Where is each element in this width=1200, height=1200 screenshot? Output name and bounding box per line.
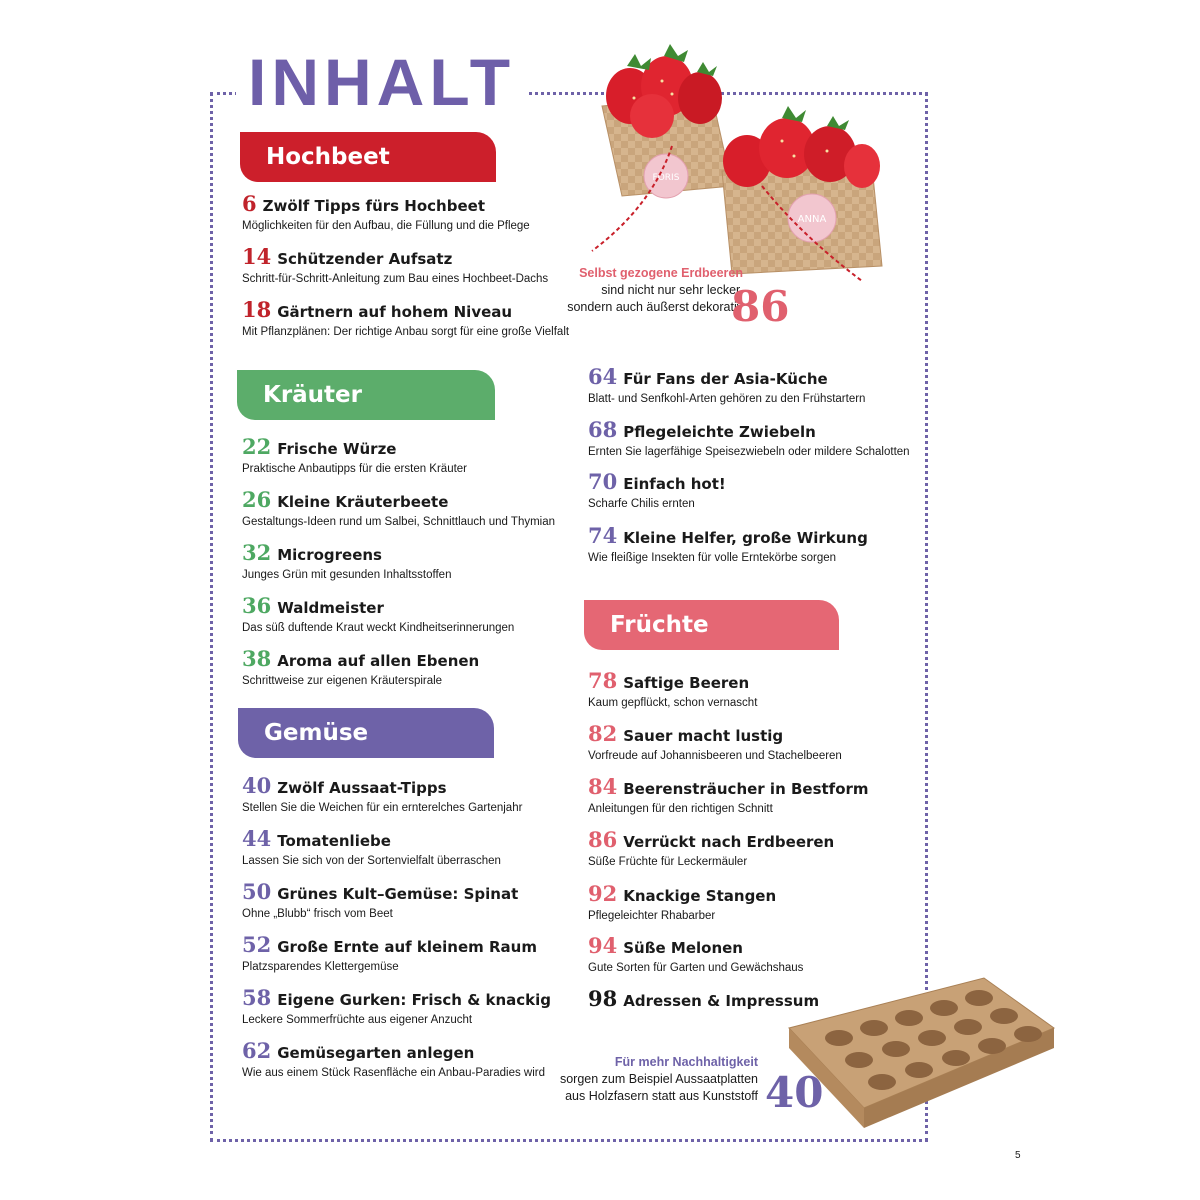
toc-entry[interactable] xyxy=(242,436,582,477)
toc-entry[interactable] xyxy=(242,595,582,636)
entry-subtitle: Schritt-für-Schritt-Anleitung zum Bau eines Hochbeet-Dachs xyxy=(242,273,549,285)
caption-text: sind nicht nur sehr lecker, sondern auch äußerst dekorativ xyxy=(567,283,743,314)
entry-page-number: 94 xyxy=(588,933,618,958)
toc-entry[interactable] xyxy=(588,776,928,817)
tag-label: FORIS xyxy=(652,173,680,183)
toc-entry[interactable] xyxy=(588,471,928,512)
toc-entry[interactable] xyxy=(242,299,582,340)
entry-subtitle: Wie aus einem Stück Rasenfläche ein Anbau-Paradies wird xyxy=(242,1067,545,1079)
entry-subtitle: Stellen Sie die Weichen für ein ernterelches Gartenjahr xyxy=(242,802,523,814)
entry-page-number: 22 xyxy=(242,434,272,459)
caption-text: sorgen zum Beispiel Aussaatplatten aus Holzfasern statt aus Kunststoff xyxy=(559,1072,758,1103)
entry-title: Große Ernte auf kleinem Raum xyxy=(277,938,537,956)
section-banner-hochbeet: Hochbeet xyxy=(240,132,496,182)
entry-title: Schützender Aufsatz xyxy=(277,250,453,268)
entry-subtitle: Gestaltungs-Ideen rund um Salbei, Schnittlauch und Thymian xyxy=(242,516,556,528)
entry-subtitle: Blatt- und Senfkohl-Arten gehören zu den Frühstartern xyxy=(588,393,866,405)
entry-page-number: 64 xyxy=(588,364,618,389)
entry-page-number: 78 xyxy=(588,668,618,693)
entry-page-number: 86 xyxy=(588,827,618,852)
toc-entry[interactable] xyxy=(242,1040,582,1081)
tag-label: ANNA xyxy=(797,214,827,225)
entry-title: Für Fans der Asia-Küche xyxy=(623,370,828,388)
toc-entry[interactable] xyxy=(242,934,582,975)
caption-page-number[interactable]: 86 xyxy=(731,282,790,331)
caption-highlight: Selbst gezogene Erdbeeren xyxy=(579,266,743,280)
entry-title: Sauer macht lustig xyxy=(623,727,784,745)
entry-subtitle: Lassen Sie sich von der Sortenvielfalt überraschen xyxy=(242,855,501,867)
tray-caption xyxy=(548,1054,758,1105)
section-banner-fruechte: Früchte xyxy=(584,600,839,650)
toc-entry[interactable] xyxy=(242,246,582,287)
entry-subtitle: Pflegeleichter Rhabarber xyxy=(588,910,716,922)
entry-title: Adressen & Impressum xyxy=(623,992,820,1010)
entry-title: Verrückt nach Erdbeeren xyxy=(623,833,835,851)
entry-subtitle: Wie fleißige Insekten für volle Erntekörbe sorgen xyxy=(588,552,837,564)
entry-title: Pflegeleichte Zwiebeln xyxy=(623,423,816,441)
entry-title: Eigene Gurken: Frisch & knackig xyxy=(277,991,552,1009)
toc-entry[interactable] xyxy=(242,828,582,869)
entry-subtitle: Anleitungen für den richtigen Schnitt xyxy=(588,803,773,815)
entry-page-number: 52 xyxy=(242,932,272,957)
page-title: INHALT xyxy=(236,42,527,122)
entry-page-number: 68 xyxy=(588,417,618,442)
strawberry-baskets-image xyxy=(572,36,902,288)
entry-page-number: 92 xyxy=(588,881,618,906)
entry-page-number: 84 xyxy=(588,774,618,799)
entry-subtitle: Ohne „Blubb“ frisch vom Beet xyxy=(242,908,393,920)
toc-entry[interactable] xyxy=(588,525,928,566)
entry-title: Zwölf Aussaat-Tipps xyxy=(277,779,447,797)
entry-page-number: 14 xyxy=(242,244,272,269)
entry-subtitle: Junges Grün mit gesunden Inhaltsstoffen xyxy=(242,569,452,581)
entry-title: Saftige Beeren xyxy=(623,674,750,692)
entry-title: Süße Melonen xyxy=(623,939,743,957)
toc-entry[interactable] xyxy=(588,670,928,711)
entry-title: Tomatenliebe xyxy=(277,832,391,850)
toc-entry[interactable] xyxy=(242,193,582,234)
entry-subtitle: Kaum gepflückt, schon vernascht xyxy=(588,697,758,709)
toc-entry[interactable] xyxy=(242,489,582,530)
toc-entry[interactable] xyxy=(588,366,928,407)
entry-page-number: 50 xyxy=(242,879,272,904)
caption-page-number[interactable]: 40 xyxy=(765,1068,824,1117)
entry-title: Beerensträucher in Bestform xyxy=(623,780,869,798)
section-banner-gemuese: Gemüse xyxy=(238,708,494,758)
entry-title: Frische Würze xyxy=(277,440,397,458)
entry-page-number: 62 xyxy=(242,1038,272,1063)
entry-page-number: 32 xyxy=(242,540,272,565)
seed-tray-image xyxy=(784,968,1064,1133)
entry-page-number: 74 xyxy=(588,523,618,548)
entry-subtitle: Mit Pflanzplänen: Der richtige Anbau sorgt für eine große Vielfalt xyxy=(242,326,570,338)
section-banner-kraeuter: Kräuter xyxy=(237,370,495,420)
entry-page-number: 82 xyxy=(588,721,618,746)
toc-entry[interactable] xyxy=(242,987,582,1028)
entry-page-number: 6 xyxy=(242,191,257,216)
entry-page-number: 70 xyxy=(588,469,618,494)
strawberry-caption xyxy=(560,265,743,316)
entry-page-number: 44 xyxy=(242,826,272,851)
toc-entry[interactable] xyxy=(242,775,582,816)
entry-page-number: 36 xyxy=(242,593,272,618)
entry-title: Gärtnern auf hohem Niveau xyxy=(277,303,513,321)
entry-page-number: 40 xyxy=(242,773,272,798)
entry-title: Knackige Stangen xyxy=(623,887,777,905)
caption-highlight: Für mehr Nachhaltigkeit xyxy=(614,1055,758,1069)
toc-entry[interactable] xyxy=(588,829,928,870)
entry-page-number: 26 xyxy=(242,487,272,512)
entry-subtitle: Vorfreude auf Johannisbeeren und Stachelbeeren xyxy=(588,750,842,762)
page-number: 5 xyxy=(1015,1150,1021,1161)
entry-subtitle: Scharfe Chilis ernten xyxy=(588,498,695,510)
entry-page-number: 58 xyxy=(242,985,272,1010)
entry-title: Gemüsegarten anlegen xyxy=(277,1044,475,1062)
entry-title: Microgreens xyxy=(277,546,382,564)
toc-entry[interactable] xyxy=(588,883,928,924)
toc-entry[interactable] xyxy=(242,648,582,689)
entry-title: Einfach hot! xyxy=(623,475,726,493)
entry-subtitle: Gute Sorten für Garten und Gewächshaus xyxy=(588,962,804,974)
entry-subtitle: Süße Früchte für Leckermäuler xyxy=(588,856,748,868)
entry-page-number: 98 xyxy=(588,986,618,1011)
toc-entry[interactable] xyxy=(588,723,928,764)
entry-title: Grünes Kult–Gemüse: Spinat xyxy=(277,885,519,903)
toc-entry[interactable] xyxy=(242,881,582,922)
entry-title: Zwölf Tipps fürs Hochbeet xyxy=(262,197,485,215)
entry-subtitle: Praktische Anbautipps für die ersten Kräuter xyxy=(242,463,468,475)
entry-title: Waldmeister xyxy=(277,599,384,617)
toc-entry[interactable] xyxy=(242,542,582,583)
entry-subtitle: Ernten Sie lagerfähige Speisezwiebeln oder mildere Schalotten xyxy=(588,446,910,458)
entry-page-number: 18 xyxy=(242,297,272,322)
entry-title: Aroma auf allen Ebenen xyxy=(277,652,480,670)
entry-subtitle: Platzsparendes Klettergemüse xyxy=(242,961,399,973)
entry-subtitle: Möglichkeiten für den Aufbau, die Füllung und die Pflege xyxy=(242,220,530,232)
toc-entry[interactable] xyxy=(588,419,928,460)
entry-title: Kleine Kräuterbeete xyxy=(277,493,449,511)
entry-page-number: 38 xyxy=(242,646,272,671)
entry-subtitle: Leckere Sommerfrüchte aus eigener Anzucht xyxy=(242,1014,473,1026)
entry-subtitle: Schrittweise zur eigenen Kräuterspirale xyxy=(242,675,443,687)
entry-title: Kleine Helfer, große Wirkung xyxy=(623,529,868,547)
entry-subtitle: Das süß duftende Kraut weckt Kindheitserinnerungen xyxy=(242,622,515,634)
